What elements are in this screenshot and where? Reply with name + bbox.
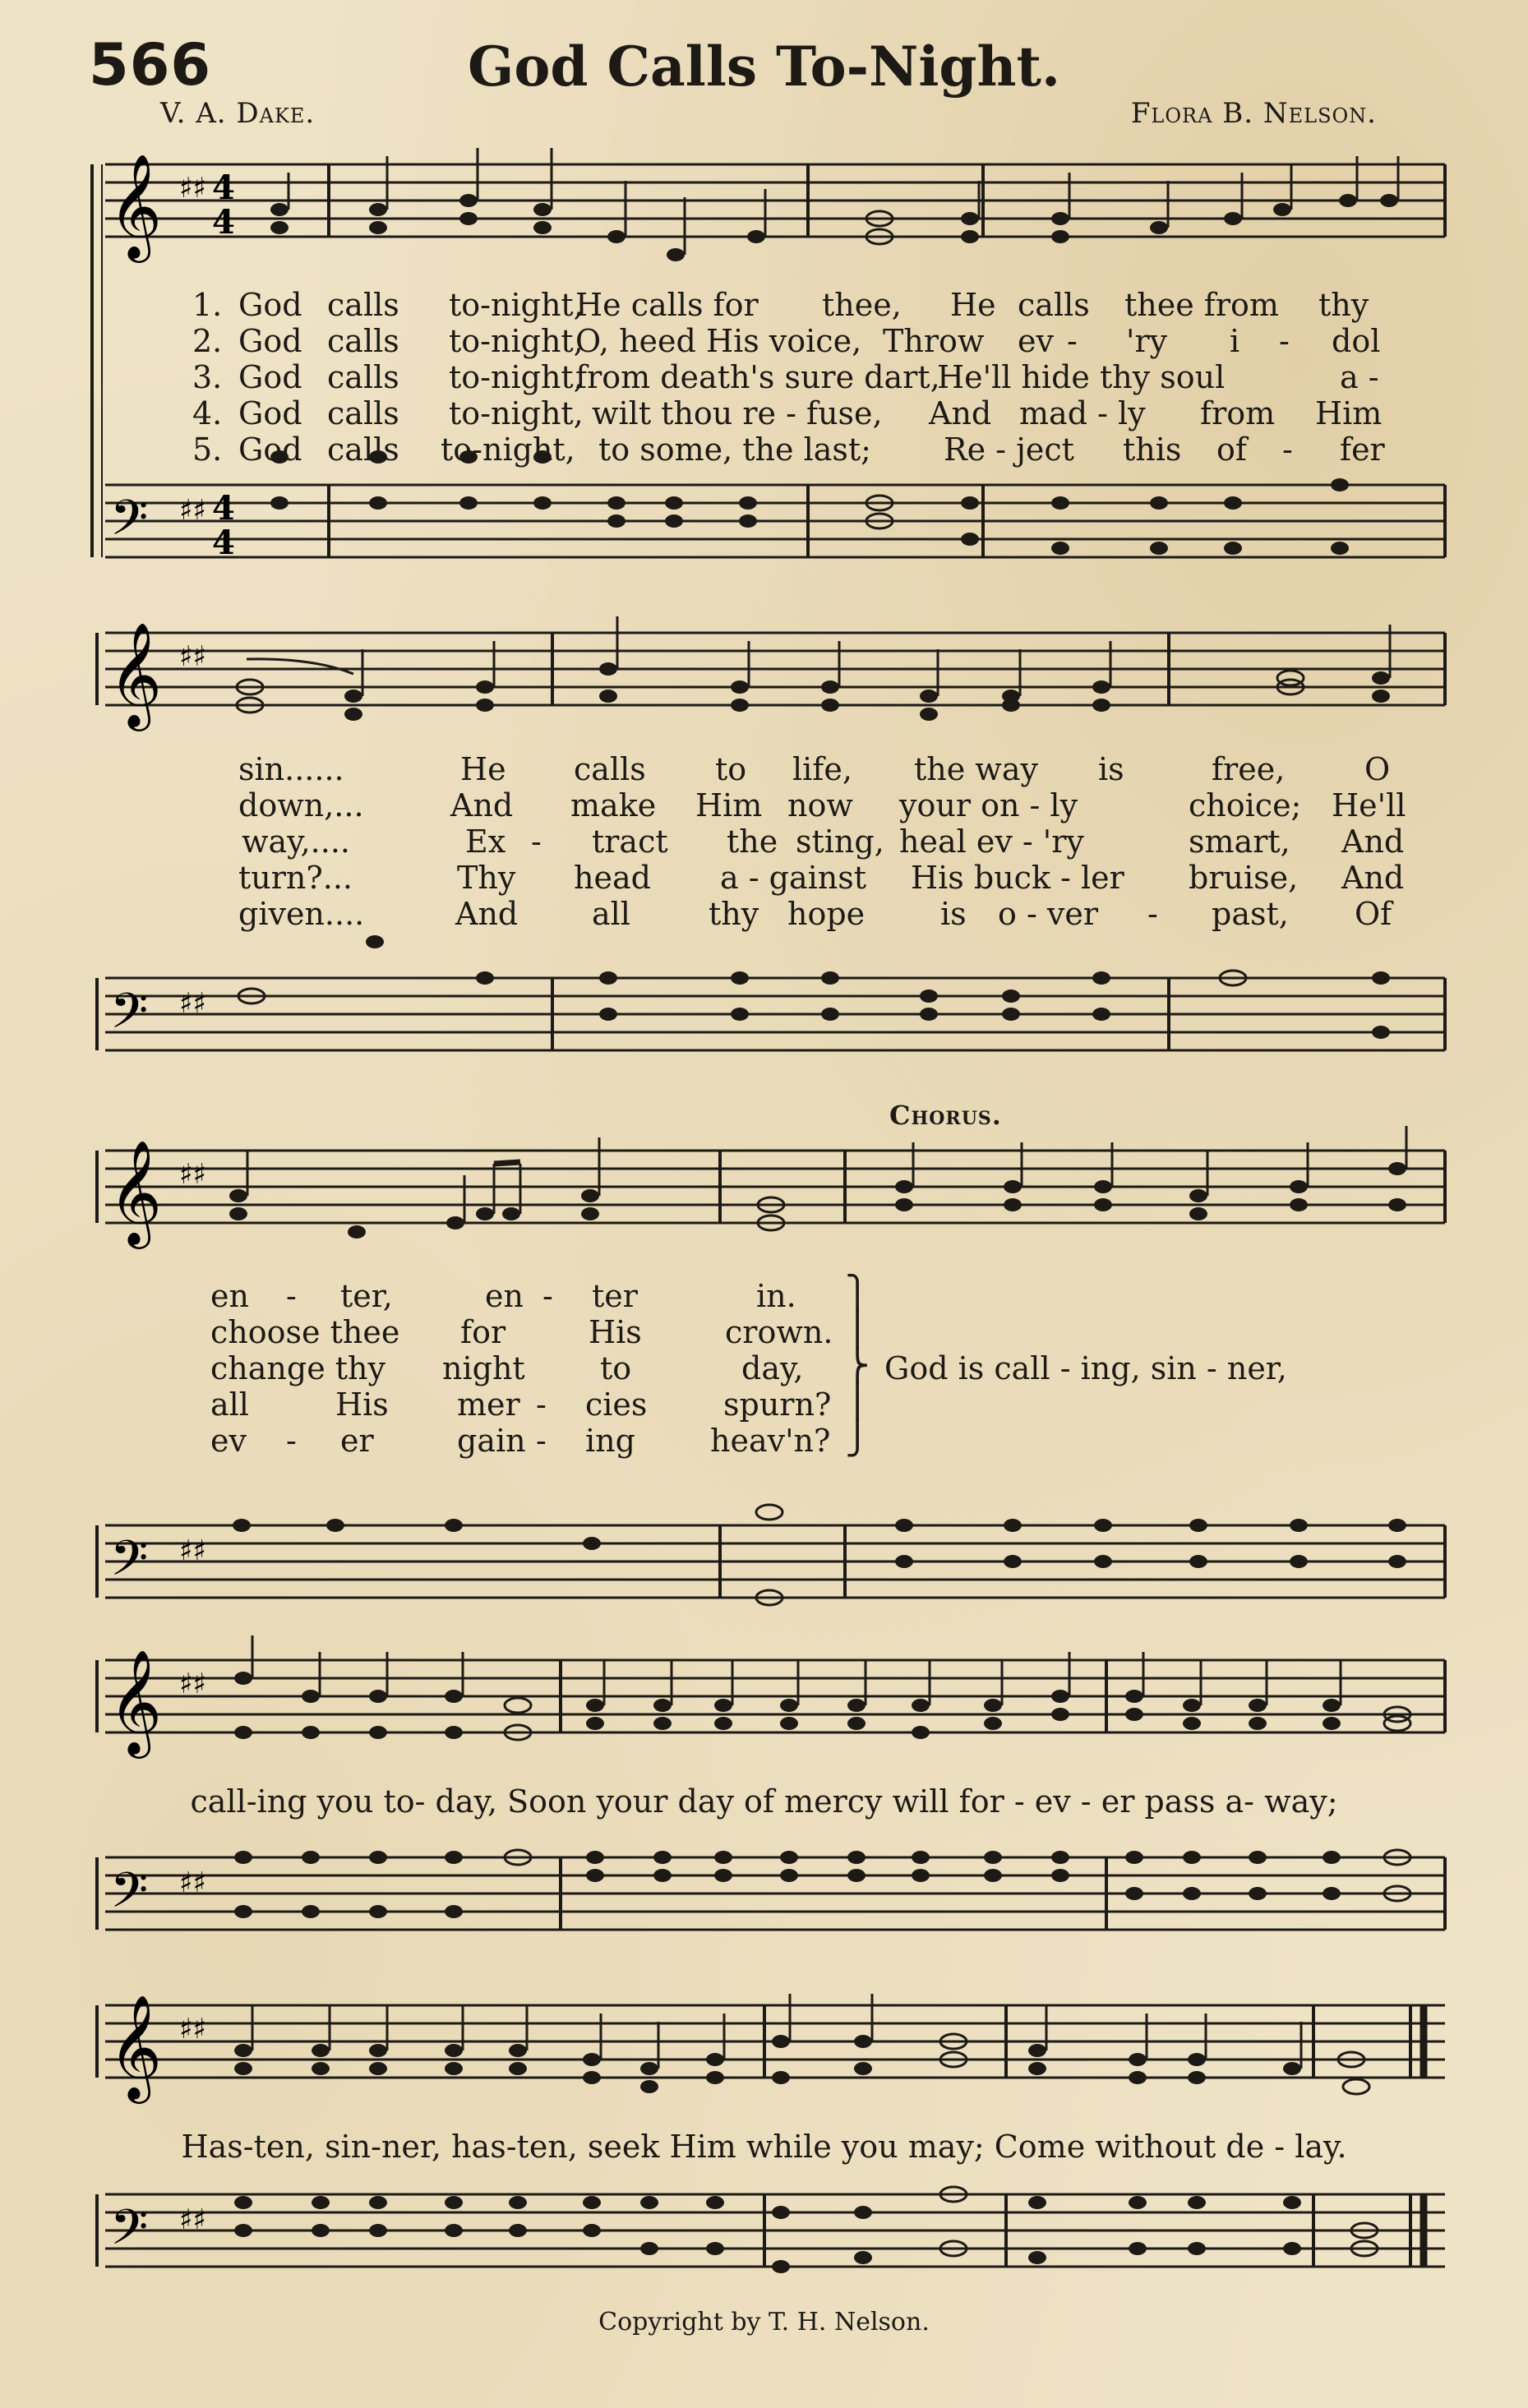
lyric-row: 2. God calls to-night, O, heed His voice, Throw ev - 'ry i - dol [192, 323, 1381, 359]
lyric-row: choose thee for His crown. [210, 1314, 833, 1350]
key-signature-icon: ♯♯ [179, 2013, 206, 2046]
bass-clef-icon: 𝄢 [110, 982, 149, 1051]
bass-clef-icon: 𝄢 [110, 489, 149, 558]
author-credit: Flora B. Nelson. [1130, 97, 1377, 130]
copyright-notice: Copyright by T. H. Nelson. [598, 2308, 930, 2336]
treble-clef-icon: 𝄞 [108, 621, 163, 727]
hymn-title: God Calls To-Night. [467, 35, 1061, 99]
treble-clef-icon: 𝄞 [108, 1994, 163, 2099]
time-signature-icon: 4 [212, 524, 235, 562]
key-signature-icon: ♯♯ [179, 494, 206, 527]
key-signature-icon: ♯♯ [179, 987, 206, 1020]
lyric-row: 1. God calls to-night, He calls for thee, He calls thee from thy [192, 287, 1369, 323]
bass-clef-icon: 𝄢 [110, 2198, 149, 2267]
treble-staff [105, 164, 1445, 237]
key-signature-icon: ♯♯ [179, 1534, 206, 1567]
lyric-row: change thy night to day, [210, 1350, 804, 1386]
lyric-row: turn?... Thy head a - gainst His buck - ler bruise, And [238, 860, 1405, 896]
time-signature-icon: 4 [212, 168, 235, 207]
bass-clef-icon: 𝄢 [110, 1529, 149, 1598]
bass-staff [105, 485, 1445, 557]
treble-clef-icon: 𝄞 [108, 1649, 163, 1754]
chorus-lyric-line-3: Has-ten, sin-ner, has-ten, seek Him while you may; Come without de - lay. [181, 2129, 1347, 2165]
lyric-row: down,... And make Him now your on - ly choice; He'll [238, 787, 1406, 823]
key-signature-icon: ♯♯ [179, 1158, 206, 1191]
key-signature-icon: ♯♯ [179, 1866, 206, 1899]
lyric-row: 5. God calls to-night, to some, the last; Re - ject this of - fer [192, 431, 1385, 468]
chorus-label: Chorus. [889, 1100, 1002, 1131]
hymn-number: 566 [89, 31, 212, 99]
key-signature-icon: ♯♯ [179, 2203, 206, 2236]
time-signature-icon: 4 [212, 203, 235, 242]
slur-icon [247, 659, 353, 674]
composer-credit: V. A. Dake. [160, 97, 316, 130]
verse-bracket-icon: ⎫ ⎪ ⎬ ⎪ ⎭ [845, 1275, 870, 1457]
lyric-row: all His mer - cies spurn? [210, 1386, 832, 1423]
note-heads [270, 194, 1398, 261]
lyric-row: ev - er gain - ing heav'n? [210, 1423, 831, 1459]
lyric-row: sin...... He calls to life, the way is free, O [238, 751, 1391, 787]
key-signature-icon: ♯♯ [179, 172, 206, 205]
treble-clef-icon: 𝄞 [108, 153, 163, 258]
lyric-row: given.... And all thy hope is o - ver - past, Of [238, 896, 1392, 932]
lyric-row: 3. God calls to-night, from death's sure dart, He'll hide thy soul a - [192, 359, 1379, 395]
treble-clef-icon: 𝄞 [108, 1139, 163, 1244]
chorus-lyric-row: God is call - ing, sin - ner, [884, 1350, 1287, 1386]
key-signature-icon: ♯♯ [179, 640, 206, 673]
time-signature-icon: 4 [212, 489, 235, 528]
lyric-row: 4. God calls to-night, wilt thou re - fuse, And mad - ly from Him [192, 395, 1383, 431]
chorus-lyric-line-2: call-ing you to- day, Soon your day of mercy will for - ev - er pass a- way; [190, 1783, 1338, 1820]
bass-clef-icon: 𝄢 [110, 1861, 149, 1931]
lyric-row: way,.... Ex - tract the sting, heal ev - 'ry smart, And [242, 823, 1405, 860]
key-signature-icon: ♯♯ [179, 1668, 206, 1700]
lyric-row: en - ter, en - ter in. [210, 1278, 796, 1314]
